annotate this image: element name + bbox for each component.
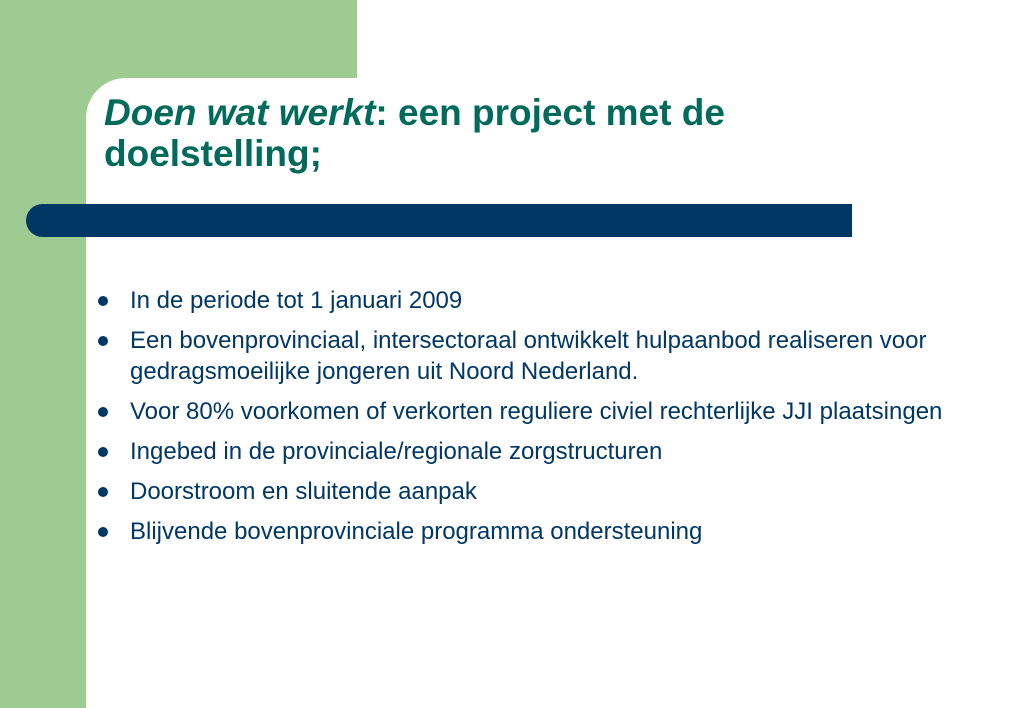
top-green-band [0, 0, 357, 78]
title-rest: : een project met de doelstelling; [104, 92, 725, 174]
bullet-item-prevention [96, 396, 996, 427]
bullet-item-period [96, 285, 996, 316]
bullet-dot-icon [98, 336, 108, 346]
bullet-text: Een bovenprovinciaal, intersectoraal ontwikkelt hulpaanbod realiseren voor gedragsmoeilijke jongeren uit Noord Nederland. [130, 327, 927, 385]
title-emphasis: Doen wat werkt [104, 92, 376, 133]
left-green-band [0, 0, 86, 708]
slide-title [104, 93, 864, 174]
bullet-dot-icon [98, 296, 108, 306]
bullet-text: Voor 80% voorkomen of verkorten reguliere civiel rechterlijke JJI plaatsingen [130, 398, 943, 425]
bullet-item-embedded [96, 436, 996, 467]
bullet-dot-icon [98, 527, 108, 537]
bullet-text: Doorstroom en sluitende aanpak [130, 478, 477, 505]
bullet-item-program-support [96, 516, 996, 547]
bullet-text: In de periode tot 1 januari 2009 [130, 287, 463, 314]
bullet-list [96, 285, 996, 556]
bullet-dot-icon [98, 487, 108, 497]
bullet-item-flow [96, 476, 996, 507]
bullet-dot-icon [98, 407, 108, 417]
bullet-text: Ingebed in de provinciale/regionale zorgstructuren [130, 438, 663, 465]
bullet-item-support-offer [96, 325, 996, 387]
title-divider-bar [26, 204, 852, 237]
bullet-text: Blijvende bovenprovinciale programma ondersteuning [130, 518, 703, 545]
bullet-dot-icon [98, 447, 108, 457]
